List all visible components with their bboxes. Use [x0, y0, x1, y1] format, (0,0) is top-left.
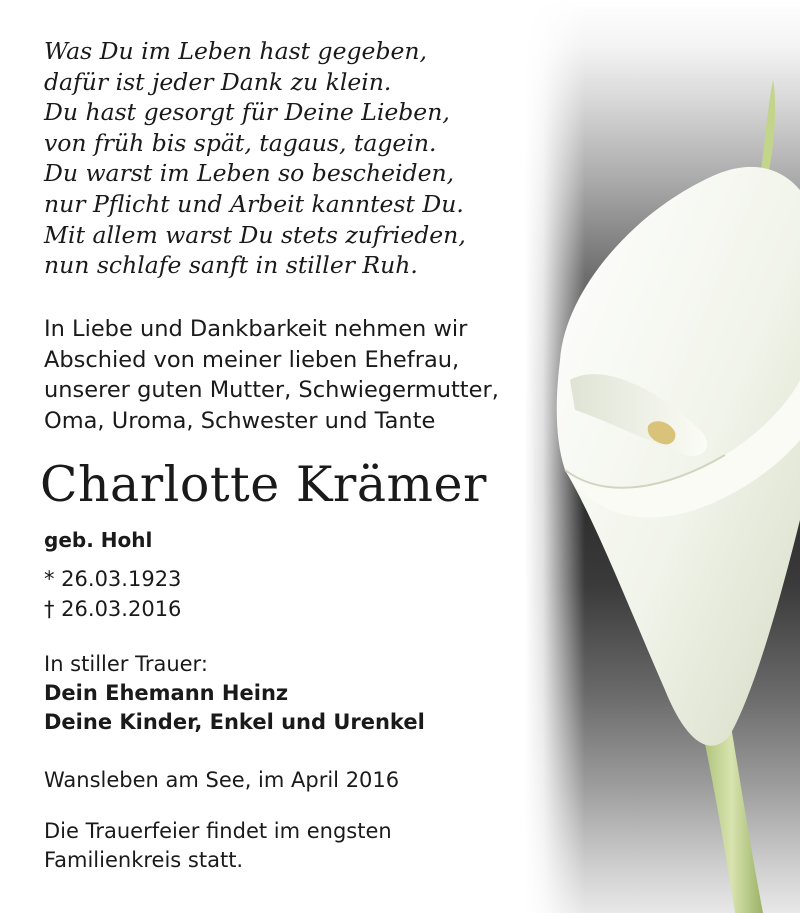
poem-line: Du hast gesorgt für Deine Lieben, [44, 98, 450, 127]
poem-line: dafür ist jeder Dank zu klein. [44, 67, 392, 96]
intro-line: Oma, Uroma, Schwester und Tante [44, 407, 436, 434]
poem-line: Du warst im Leben so bescheiden, [44, 159, 455, 188]
poem [44, 36, 524, 281]
poem-line: nun schlafe sanft in stiller Ruh. [44, 251, 418, 280]
poem-line: Was Du im Leben hast gegeben, [44, 37, 428, 65]
intro-line: Abschied von meiner lieben Ehefrau, [44, 346, 460, 373]
place-date: Wansleben am See, im April 2016 [44, 768, 400, 792]
deceased-name: Charlotte Krämer [40, 456, 487, 513]
intro-line: unserer guten Mutter, Schwiegermutter, [44, 377, 499, 403]
maiden-name: geb. Hohl [44, 528, 153, 552]
mourner-family: Deine Kinder, Enkel und Urenkel [44, 710, 425, 734]
farewell-intro [44, 314, 534, 436]
death-date: † 26.03.2016 [44, 597, 182, 621]
life-dates [44, 564, 181, 624]
funeral-note [44, 817, 392, 875]
mourner-spouse: Dein Ehemann Heinz [44, 681, 289, 705]
calla-lily-image [525, 0, 800, 913]
mourners [44, 650, 425, 737]
birth-date: * 26.03.1923 [44, 567, 182, 591]
poem-line: Mit allem warst Du stets zufrieden, [44, 220, 466, 249]
intro-line: In Liebe und Dankbarkeit nehmen wir [44, 316, 468, 342]
funeral-line: Die Trauerfeier findet im engsten [44, 819, 392, 843]
mourners-heading: In stiller Trauer: [44, 652, 208, 676]
poem-line: von früh bis spät, tagaus, tagein. [44, 128, 437, 157]
funeral-line: Familienkreis statt. [44, 848, 244, 872]
calla-lily-icon [525, 0, 800, 913]
poem-line: nur Pflicht und Arbeit kanntest Du. [44, 189, 464, 218]
